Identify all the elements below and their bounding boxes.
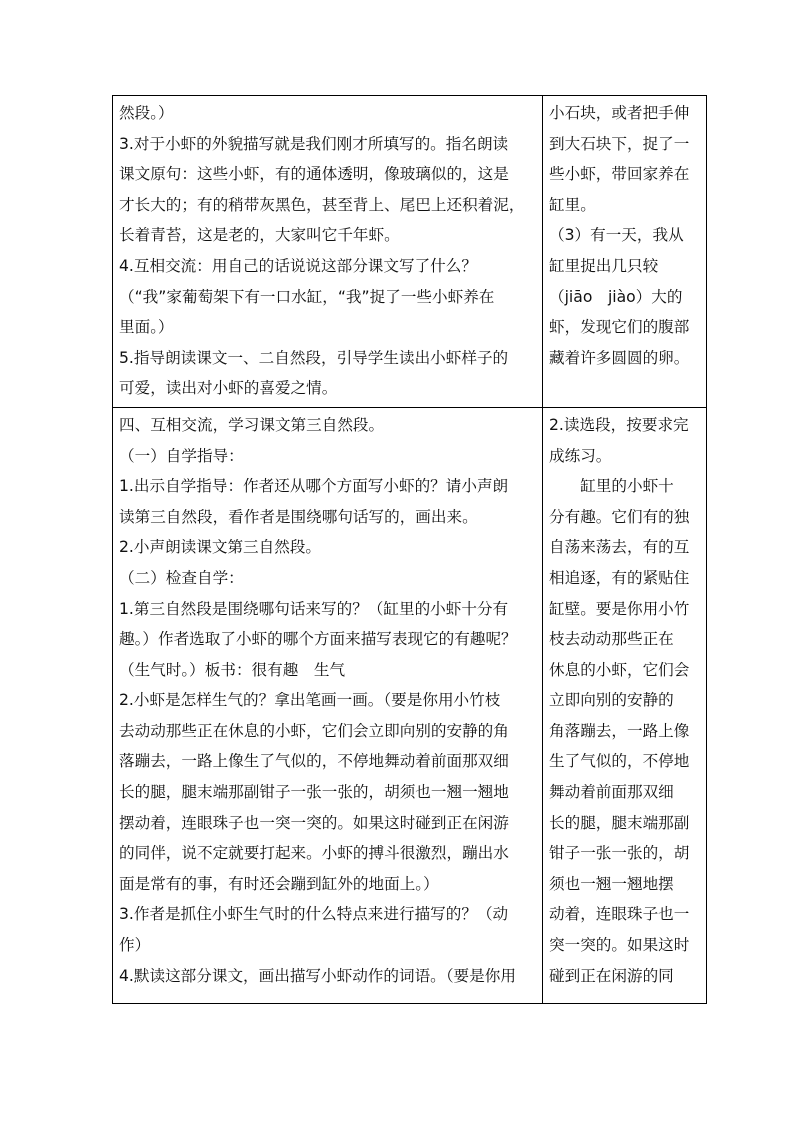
lesson-plan-table <box>112 95 707 1004</box>
text-line: 的同伴，说不定就要打起来。小虾的搏斗很激烈，蹦出水 <box>119 844 509 863</box>
text-line: 到大石块下，捉了一 <box>549 134 690 153</box>
text-line: （一）自学指导： <box>119 446 244 465</box>
text-line: 2.读选段，按要求完 <box>549 415 689 434</box>
table-row <box>113 96 707 408</box>
text-line: 休息的小虾，它们会 <box>549 660 690 679</box>
text-line: 生了气似的，不停地 <box>549 752 690 771</box>
teaching-process-cell <box>113 96 543 408</box>
text-line: 须也一翘一翘地摆 <box>549 874 674 893</box>
text-line: 里面。） <box>119 318 174 337</box>
text-line: 2.小声朗读课文第三自然段。 <box>119 538 322 557</box>
teaching-process-cell <box>113 407 543 1003</box>
text-line: 分有趣。它们有的独 <box>549 507 690 526</box>
text-line: （二）检查自学： <box>119 568 244 587</box>
text-line: 藏着许多圆圆的卵。 <box>549 348 690 367</box>
text-line: 缸壁。要是你用小竹 <box>549 599 690 618</box>
text-line: 相追逐，有的紧贴住 <box>549 568 690 587</box>
text-line: 突一突的。如果这时 <box>549 936 690 955</box>
text-line: 课文原句：这些小虾，有的通体透明，像玻璃似的，这是 <box>119 165 509 184</box>
text-line: 枝去动动那些正在 <box>549 630 674 649</box>
text-line: （jiāo jiào）大的 <box>549 287 683 306</box>
text-line: 自荡来荡去，有的互 <box>549 538 690 557</box>
text-line: （“我”家葡萄架下有一口水缸，“我”捉了一些小虾养在 <box>119 287 495 306</box>
text-line: （生气时。）板书：很有趣 生气 <box>119 660 346 679</box>
text-line: 1.出示自学指导：作者还从哪个方面写小虾的？请小声朗 <box>119 477 509 496</box>
text-line: 钳子一张一张的，胡 <box>549 844 690 863</box>
text-line: 角落蹦去，一路上像 <box>549 721 690 740</box>
text-line: 5.指导朗读课文一、二自然段，引导学生读出小虾样子的 <box>119 348 509 367</box>
text-line: 然段。） <box>119 104 174 122</box>
text-line: 3.对于小虾的外貌描写就是我们刚才所填写的。指名朗读 <box>119 134 509 153</box>
text-line: 缸里的小虾十 <box>580 477 674 496</box>
text-line: 长着青苔，这是老的，大家叫它千年虾。 <box>119 226 400 245</box>
table-row <box>113 407 707 1003</box>
text-line: 作） <box>119 936 151 955</box>
text-line: 碰到正在闲游的同 <box>549 966 674 985</box>
text-line: 些小虾，带回家养在 <box>549 165 690 184</box>
text-line: 舞动着前面那双细 <box>549 783 674 802</box>
text-line: 立即向别的安静的 <box>549 691 674 710</box>
text-line: （3）有一天，我从 <box>549 226 684 245</box>
text-line: 趣。）作者选取了小虾的哪个方面来描写表现它的有趣呢？ <box>119 630 517 649</box>
text-line: 4.互相交流：用自己的话说说这部分课文写了什么？ <box>119 256 477 275</box>
exercise-cell <box>543 407 707 1003</box>
text-line: 缸里。 <box>549 195 596 214</box>
text-line: 缸里捉出几只较 <box>549 256 659 275</box>
text-line: 3.作者是抓住小虾生气时的什么特点来进行描写的？（动 <box>119 905 509 924</box>
text-line: 读第三自然段，看作者是围绕哪句话写的，画出来。 <box>119 507 478 526</box>
text-line: 2.小虾是怎样生气的？拿出笔画一画。（要是你用小竹枝 <box>119 691 501 710</box>
exercise-cell <box>543 96 707 408</box>
text-line: 去动动那些正在休息的小虾，它们会立即向别的安静的角 <box>119 721 509 740</box>
text-line: 小石块，或者把手伸 <box>549 104 690 122</box>
text-line: 落蹦去，一路上像生了气似的，不停地舞动着前面那双细 <box>119 752 509 771</box>
text-line: 摆动着，连眼珠子也一突一突的。如果这时碰到正在闲游 <box>119 813 509 832</box>
text-line: 成练习。 <box>549 446 612 465</box>
text-line: 面是常有的事，有时还会蹦到缸外的地面上。） <box>119 874 439 893</box>
text-line: 长的腿，腿末端那副 <box>549 813 690 832</box>
text-line: 四、互相交流，学习课文第三自然段。 <box>119 415 385 434</box>
text-line: 4.默读这部分课文，画出描写小虾动作的词语。（要是你用 <box>119 966 516 985</box>
text-line: 1.第三自然段是围绕哪句话来写的？（缸里的小虾十分有 <box>119 599 509 618</box>
text-line: 可爱，读出对小虾的喜爱之情。 <box>119 379 338 398</box>
text-line: 才长大的；有的稍带灰黑色，甚至背上、尾巴上还积着泥， <box>119 195 525 214</box>
text-line: 动着，连眼珠子也一 <box>549 905 690 924</box>
text-line: 虾，发现它们的腹部 <box>549 318 690 337</box>
text-line: 长的腿，腿末端那副钳子一张一张的，胡须也一翘一翘地 <box>119 783 509 802</box>
